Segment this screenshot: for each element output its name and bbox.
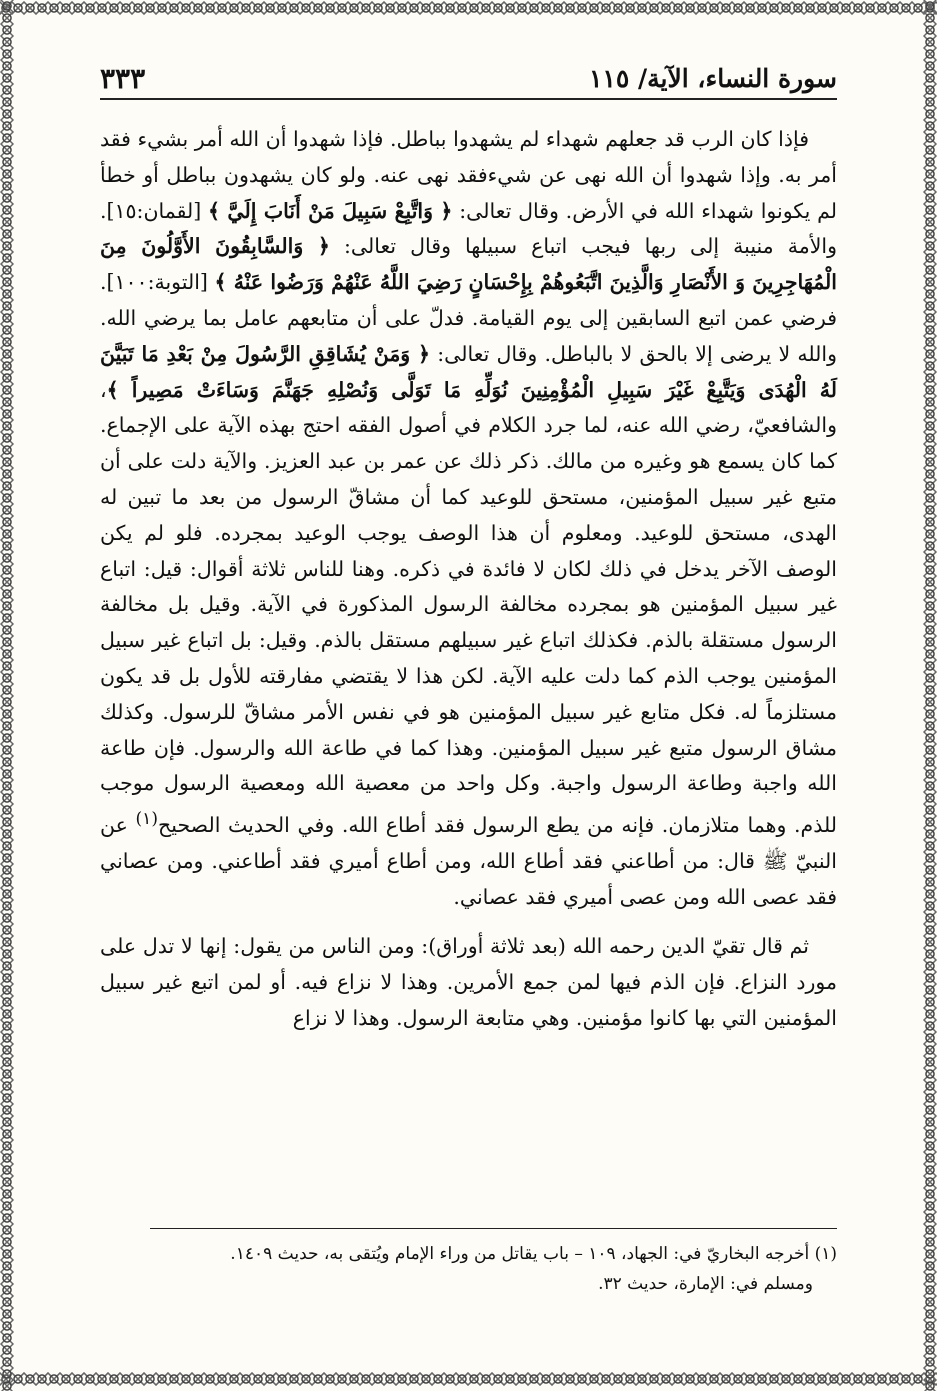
footnote-1: (١) أخرجه البخاريّ في: الجهاد، ١٠٩ – باب يقاتل من وراء الإمام ويُتقى به، حديث ١٤٠٩. (230, 1244, 837, 1264)
page-number: ٣٣٣ (100, 61, 146, 95)
ornamental-border-bottom (0, 1371, 937, 1387)
main-text (100, 122, 837, 1037)
page-header (100, 58, 837, 100)
chapter-title: سورة النساء، الآية/ ١١٥ (589, 63, 837, 93)
paragraph-text: ، والشافعيّ، رضي الله عنه، لما جرد الكلام في أصول الفقه احتج بهذه الآية على الإجماع. كما كان يسمع هو وغيره من مالك. ذكر ذلك عن عمر بن عبد العزيز. والآية دلت على أن متبع غير سبيل المؤمنين، مستحق للوعيد كما أن مشاقّ الرسول من بعد ما تبين له الهدى، مستحق للوعيد. ومعلوم أن هذا الوصف يوجب الوعيد بمجرده. فلو لم يكن الوصف الآخر يدخل في ذلك لكان لا فائدة في ذكره. وهنا للناس ثلاثة أقوال: قيل: اتباع غير سبيل المؤمنين هو بمجرده مخالفة الرسول المذكورة في الآية. وقيل بل مخالفة الرسول مستقلة بالذم. فكذلك اتباع غير سبيلهم مستقل بالذم. وقيل: بل اتباع غير سبيل المؤمنين يوجب الذم كما دلت عليه الآية. لكن هذا لا يقتضي مفارقته للأول بل قد يكون مستلزماً له. فكل متابع غير سبيل المؤمنين هو في نفس الأمر مشاقّ للرسول. وكذلك مشاق الرسول متبع غير سبيل المؤمنين. وهذا كما في طاعة الله والرسول. فإن طاعة الله واجبة وطاعة الرسول واجبة. وكل واحد من معصية الله ومعصية الرسول موجب للذم. وهما متلازمان. فإنه من يطع الرسول فقد أطاع الله. وفي الحديث الصحيح (100, 377, 838, 837)
paragraph-text: [التوبة:١٠٠]. فرضي عمن اتبع السابقين إلى يوم القيامة. فدلّ على أن متابعهم عامل بما يرضي الله. والله لا يرضى إلا بالحق لا بالباطل. وقال تعالى: (100, 270, 838, 366)
paragraph-text: [لقمان:١٥]. والأمة منيبة إلى ربها فيجب اتباع سبيلها وقال تعالى: (100, 198, 837, 259)
paragraph-text: ثم قال تقيّ الدين رحمه الله (بعد ثلاثة أوراق): ومن الناس من يقول: إنها لا تدل على مورد النزاع. فإن الذم فيها لمن جمع الأمرين. وهذا لا نزاع فيه. أو لمن اتبع غير سبيل المؤمنين التي بها كانوا مؤمنين. وهي متابعة الرسول. وهذا لا نزاع (100, 934, 837, 1030)
ornamental-border-top (0, 0, 937, 16)
footnotes (150, 1228, 837, 1299)
ornamental-border-right (923, 0, 937, 1391)
quran-verse: ﴿ وَالسَّابِقُونَ الأَوَّلُونَ مِنَ الْمُهَاجِرِينَ وَ الأَنْصَارِ وَالَّذِينَ اتَّبَعُوهُمْ بِإِحْسَانٍ رَضِيَ اللَّهُ عَنْهُمْ وَرَضُوا عَنْهُ ﴾ (100, 234, 837, 295)
paragraph-1 (100, 122, 837, 915)
paragraph-text: عن النبيّ ﷺ قال: من أطاعني فقد أطاع الله، ومن أطاع أميري فقد أطاعني. ومن عصاني فقد عصى الله ومن عصى أميري فقد عصاني. (100, 812, 837, 909)
quran-verse: ﴿ وَمَنْ يُشَاقِقِ الرَّسُولَ مِنْ بَعْدِ مَا تَبَيَّنَ لَهُ الْهُدَى وَيَتَّبِعْ غَيْرَ سَبِيلِ الْمُؤْمِنِينَ نُوَلِّهِ مَا تَوَلَّى وَنُصْلِهِ جَهَنَّمَ وَسَاءَتْ مَصِيراً ﴾ (100, 341, 837, 402)
ornamental-border-left (0, 0, 14, 1391)
paragraph-text: فإذا كان الرب قد جعلهم شهداء لم يشهدوا بباطل. فإذا شهدوا أن الله أمر بشيء فقد أمر به. وإذا شهدوا أن الله نهى عن شيءفقد نهى عنه. ولو كان يشهدون بباطل أو خطأ لم يكونوا شهداء الله في الأرض. وقال تعالى: (100, 127, 837, 223)
quran-verse: ﴿ وَاتَّبِعْ سَبِيلَ مَنْ أَنَابَ إِلَيَّ ﴾ (208, 198, 453, 223)
footnote-1-continuation: ومسلم في: الإمارة، حديث ٣٢. (598, 1274, 813, 1294)
footnote-marker: (١) (135, 809, 159, 830)
paragraph-2 (100, 929, 837, 1036)
